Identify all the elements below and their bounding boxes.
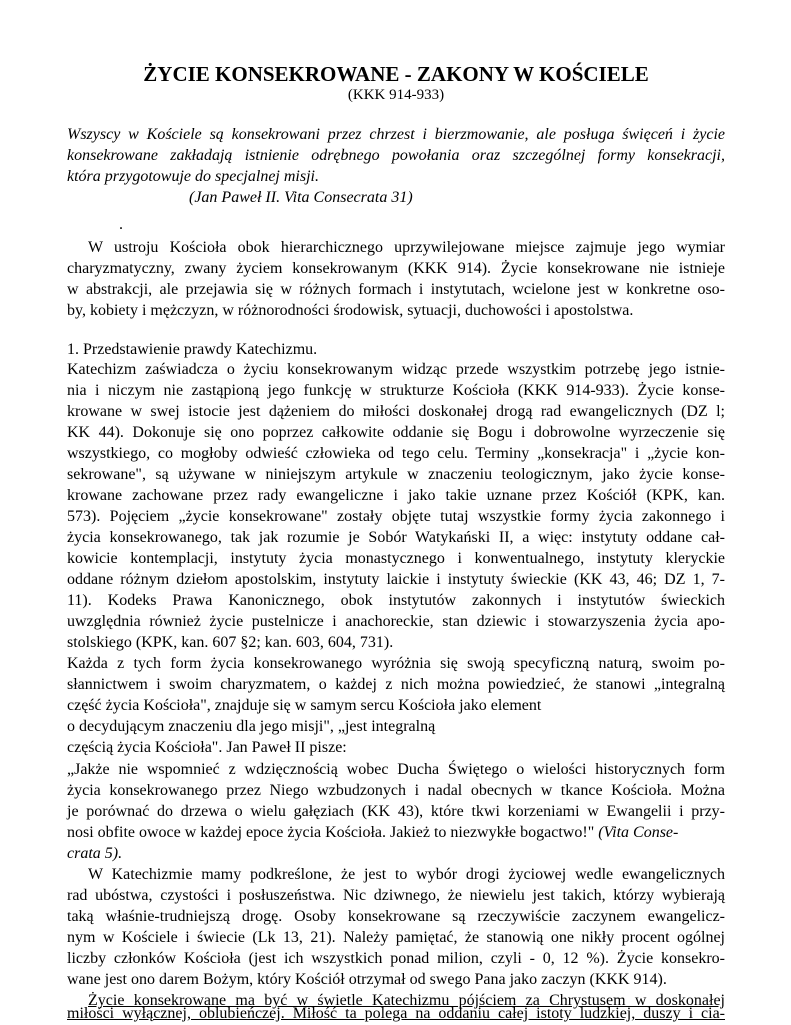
katechizm-line: W Katechizmie mamy podkreślone, że jest to wybór drogi życiowej wedle ewangelicznych bbox=[88, 866, 725, 883]
epigraph-line: która przygotowuje do specjalnej misji. bbox=[67, 168, 319, 185]
epigraph-line: Wszyscy w Kościele są konsekrowani przez chrzest i bierzmowanie, ale posługa święceń i życie bbox=[67, 126, 725, 143]
epigraph-source: (Jan Paweł II. Vita Consecrata 31) bbox=[189, 189, 413, 206]
section1-line: 573). Pojęciem „życie konsekrowane" zostały objęte tutaj wszystkie formy życia zakonnego i bbox=[67, 508, 725, 525]
katechizm-line: wane jest ono darem Bożym, który Kościół otrzymał od swego Pana jako zaczyn (KKK 914). bbox=[67, 971, 667, 988]
quote-line-last bbox=[67, 822, 725, 844]
stray-dot: . bbox=[119, 216, 123, 233]
section1-line: życia konsekrowanego, tak jak rozumie je Sobór Watykański II, a więc: instytuty oddane cał- bbox=[67, 529, 725, 546]
section1-line: wszystkiego, co mogłoby odwieść człowieka od tego celu. Terminy „konsekracja" i „życie kon- bbox=[67, 445, 725, 462]
intro-line: charyzmatyczny, zwany życiem konsekrowanym (KKK 914). Życie konsekrowane nie istnieje bbox=[67, 260, 725, 277]
katechizm-line: rad ubóstwa, czystości i posłuszeństwa. Nic dziwnego, że niewielu jest takich, którzy wybierają bbox=[67, 887, 725, 904]
quote-line: „Jakże nie wspomnieć z wdzięcznością wobec Ducha Świętego o wielości historycznych form bbox=[67, 761, 725, 778]
forms-line: słannictwem i swoim charyzmatem, o każdej z nich można powiedzieć, że stanowi „integralną bbox=[67, 676, 725, 693]
quote-source: (Vita Conse- bbox=[598, 824, 679, 841]
forms-line: Każda z tych form życia konsekrowanego wyróżnia się swoją specyficzną naturą, swoim po- bbox=[67, 655, 725, 672]
forms-line: część życia Kościoła", znajduje się w samym sercu Kościoła jako element bbox=[67, 697, 542, 714]
intro-line: W ustroju Kościoła obok hierarchicznego uprzywilejowane miejsce zajmuje jego wymiar bbox=[88, 239, 725, 256]
quote-line: je porównać do drzewa o wielu gałęziach (KK 43), które tkwi korzeniami w Ewangelii i przy- bbox=[67, 803, 725, 820]
section1-line: nia i niczym nie zastąpioną jego funkcję w strukturze Kościoła (KKK 914-933). Życie konse- bbox=[67, 382, 725, 399]
section1-line: krowane w swej istocie jest dążeniem do miłości doskonałej drogą rad ewangelicznych (DZ l; bbox=[67, 403, 725, 420]
katechizm-line: liczby członków Kościoła (jest ich wszystkich ponad milion, czyli - 0, 12 %). Życie konsekro- bbox=[67, 950, 725, 967]
underlined-line: miłości wyłącznej, oblubieńczej. Miłość ta polega na oddaniu całej istoty ludzkiej, duszy i cia- bbox=[67, 1005, 725, 1022]
section1-line: oddane różnym dziełom apostolskim, instytuty laickie i instytuty świeckie (KK 43, 46; DZ 1, 7- bbox=[67, 571, 725, 588]
katechizm-line: nym w Kościele i świecie (Lk 13, 21). Należy pamiętać, że stanowią one nikły procent ogólnej bbox=[67, 929, 725, 946]
underlined-line: Życie konsekrowane ma być w świetle Katechizmu pójściem za Chrystusem w doskonałej bbox=[88, 992, 725, 1009]
katechizm-line: taką właśnie-trudniejszą drogę. Osoby konsekrowane są rzeczywiście zaczynem ewangelicz- bbox=[67, 908, 725, 925]
quote-line: życia konsekrowanego przez Niego wzbudzonych i nadal obecnych w tkance Kościoła. Można bbox=[67, 782, 725, 799]
section1-line: Katechizm zaświadcza o życiu konsekrowanym widząc przede wszystkim potrzebę jego istnie- bbox=[67, 361, 725, 378]
section1-line: KK 44). Dokonuje się ono poprzez całkowite oddanie się Bogu i dobrowolne wyrzeczenie się bbox=[67, 424, 725, 441]
section1-line: sekrowane", są używane w niniejszym artykule w znaczeniu teologicznym, jako życie konse- bbox=[67, 466, 725, 483]
quote-text: nosi obfite owoce w każdej epoce życia Kościoła. Jakież to niezwykłe bogactwo!" bbox=[67, 824, 595, 841]
section-heading: 1. Przedstawienie prawdy Katechizmu. bbox=[67, 341, 318, 358]
document-title: ŻYCIE KONSEKROWANE - ZAKONY W KOŚCIELE bbox=[143, 62, 649, 86]
quote-source-cont: crata 5). bbox=[67, 845, 123, 862]
intro-line: w abstrakcji, ale przejawia się w różnych formach i instytutach, wcielone jest w konkretne oso- bbox=[67, 281, 725, 298]
document-subtitle: (KKK 914-933) bbox=[347, 87, 445, 103]
forms-line: o decydującym znaczeniu dla jego misji", „jest integralną bbox=[67, 718, 436, 735]
epigraph-line: konsekrowane zakładają istnienie odrębnego powołania oraz szczególnej formy konsekracji, bbox=[67, 147, 725, 164]
section1-line: kowicie kontemplacji, instytuty życia monastycznego i konwentualnego, instytuty kleryckie bbox=[67, 550, 725, 567]
section1-line: 11). Kodeks Prawa Kanonicznego, obok instytutów zakonnych i instytutów świeckich bbox=[67, 592, 725, 609]
forms-line: częścią życia Kościoła". Jan Paweł II pisze: bbox=[67, 739, 347, 756]
intro-line: by, kobiety i mężczyzn, w różnorodności środowisk, sytuacji, duchowości i apostolstwa. bbox=[67, 302, 634, 319]
section1-line: uwzględnia również życie pustelnicze i anachoreckie, stan dziewic i stowarzyszenia życia apo- bbox=[67, 613, 725, 630]
section1-line: stolskiego (KPK, kan. 607 §2; kan. 603, 604, 731). bbox=[67, 634, 394, 651]
section1-line: krowane zachowane przez rady ewangeliczne i jako takie uznane przez Kościół (KPK, kan. bbox=[67, 487, 725, 504]
